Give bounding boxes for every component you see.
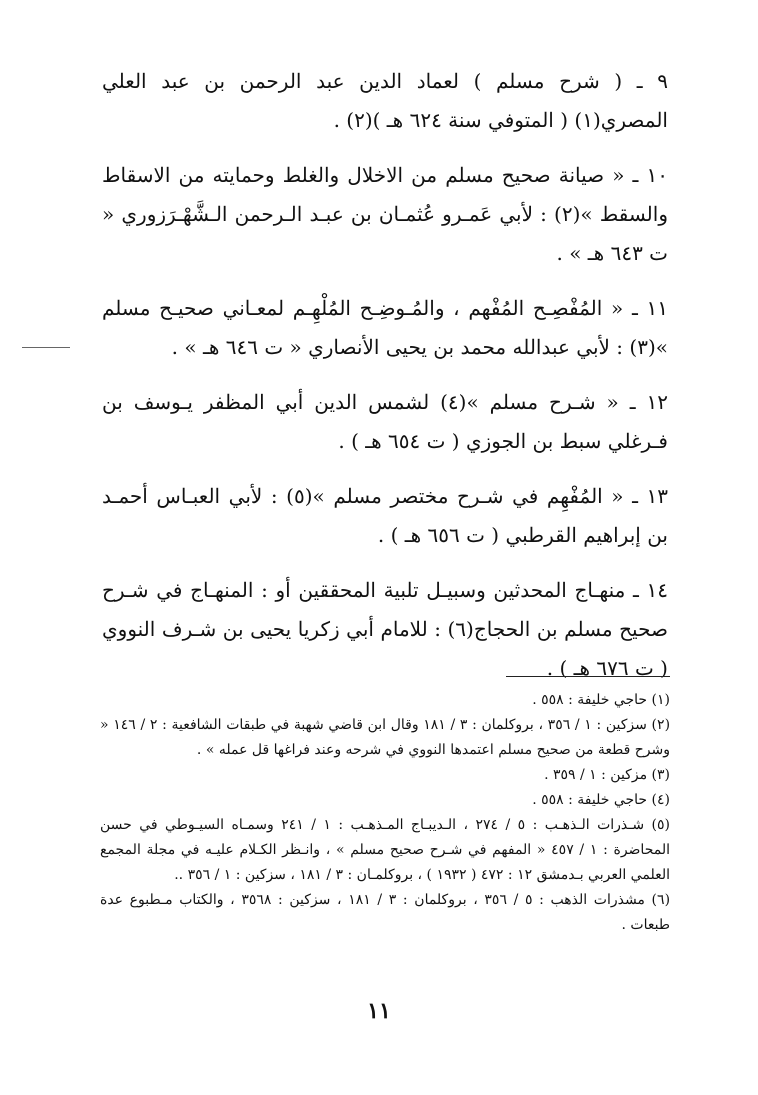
footnote-4: (٤) حاجي خليفة : ٥٥٨ . — [532, 792, 670, 808]
footnotes — [100, 688, 670, 938]
entry-12: ١٢ ـ « شـرح مسلم »(٤) لشمس الدين أبي المظفر يـوسف بن فـرغلي سبط بن الجوزي ( ت ٦٥٤ هـ ) . — [102, 390, 668, 453]
entry-10: ١٠ ـ « صيانة صحيح مسلم من الاخلال والغلط وحمايته من الاسقاط والسقط »(٢) : لأبي عَمـرو عُثمـان بن عبـد الـرحمن الـشَّهْـرَزوري « ت ٦٤٣ هـ » . — [102, 163, 668, 265]
footnote-2: (٢) سزكين : ١ / ٣٥٦ ، بروكلمان : ٣ / ١٨١ وقال ابن قاضي شهبة في طبقات الشافعية : ٢ / ١٤٦ « وشرح قطعة من صحيح مسلم اعتمدها النووي في شرحه وعند فراغها قل عمله » . — [100, 717, 671, 758]
entry-14: ١٤ ـ منهـاج المحدثين وسبيـل تلبية المحققين أو : المنهـاج في شـرح صحيح مسلم بن الحجاج(٦) : للامام أبي زكريا يحيى بن شـرف النووي ( ت ٦٧٦ هـ ) . — [102, 578, 668, 680]
footnote-3: (٣) مزكين : ١ / ٣٥٩ . — [544, 767, 670, 783]
footnote-5: (٥) شـذرات الـذهـب : ٥ / ٢٧٤ ، الـديبـاج المـذهـب : ١ / ٢٤١ وسمـاه السيـوطي في حسن المحاضرة : ١ / ٤٥٧ « المفهم في شـرح صحيح مسلم » ، وانـظر الكـلام عليـه في مجلة المجمع العلمي العربي بـدمشق ١٢ : ٤٧٢ ( ١٩٣٢ ) ، بروكلمـان : ٣ / ١٨١ ، سزكين : ١ / ٣٥٦ .. — [100, 817, 670, 883]
footnote-6: (٦) مشذرات الذهب : ٥ / ٣٥٦ ، بروكلمان : ٣ / ١٨١ ، سزكين : ٣٥٦٨ ، والكتاب مـطبوع عدة طبعات . — [100, 892, 671, 933]
page-number: ١١ — [367, 998, 391, 1024]
entry-13: ١٣ ـ « المُفْهِم في شـرح مختصر مسلم »(٥) : لأبي العبـاس أحمـد بن إبراهيم القرطبي ( ت ٦٥٦ هـ ) . — [102, 484, 668, 547]
footnote-1: (١) حاجي خليفة : ٥٥٨ . — [532, 692, 670, 708]
footnote-separator — [506, 676, 670, 677]
margin-mark — [22, 347, 70, 348]
entry-9: ٩ ـ ( شرح مسلم ) لعماد الدين عبد الرحمن بن عبد العلي المصري(١) ( المتوفي سنة ٦٢٤ هـ )(٢) . — [102, 69, 668, 132]
entry-11: ١١ ـ « المُفْصِـح المُفْهم ، والمُـوضِـح المُلْهِـم لمعـاني صحيـح مسلم »(٣) : لأبي عبدالله محمد بن يحيى الأنصاري « ت ٦٤٦ هـ » . — [102, 296, 668, 359]
main-text — [102, 62, 668, 704]
